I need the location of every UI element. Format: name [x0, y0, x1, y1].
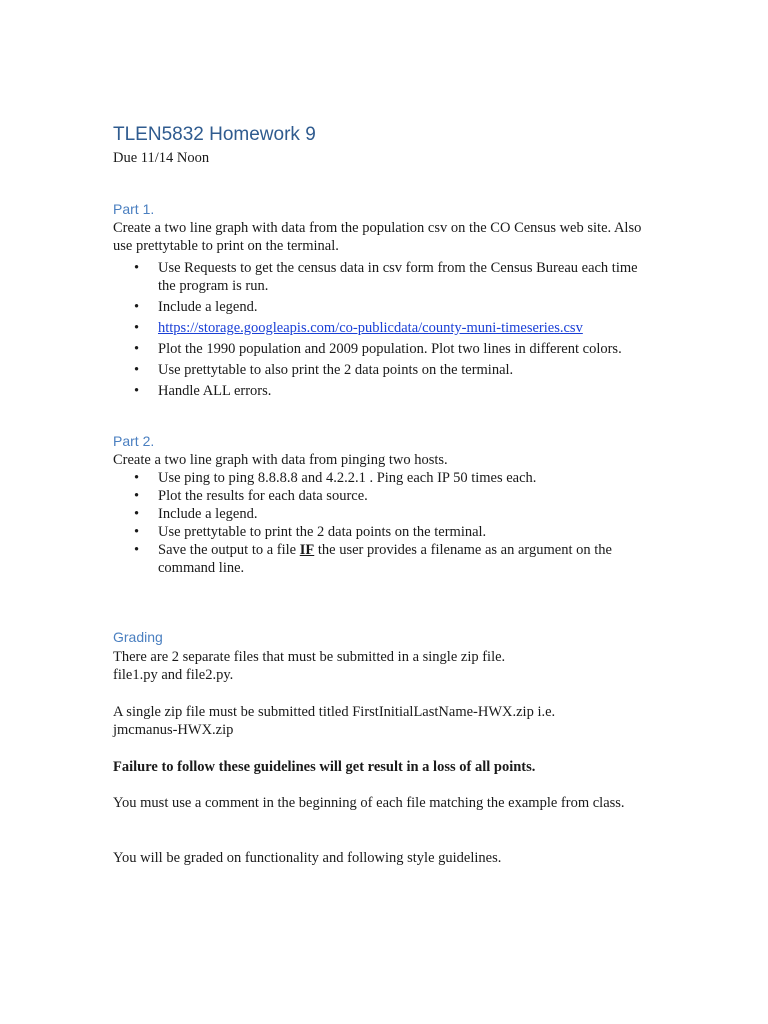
grading-zip-example: jmcmanus-HWX.zip	[113, 722, 234, 738]
list-item-text: Include a legend.	[158, 299, 258, 315]
list-item	[131, 469, 651, 487]
list-item	[131, 505, 651, 523]
due-date: Due 11/14 Noon	[113, 150, 210, 166]
list-item-text: Use prettytable to print the 2 data points on the terminal.	[158, 524, 487, 540]
if-emphasis: IF	[299, 542, 315, 558]
part1-bullet-list	[131, 259, 651, 403]
list-item	[131, 541, 651, 577]
list-item-text: the user provides a filename as an argument on the command line.	[158, 542, 612, 576]
grading-heading: Grading	[113, 629, 163, 645]
list-item	[131, 523, 651, 541]
page-title: TLEN5832 Homework 9	[113, 124, 316, 145]
list-item-text: Use Requests to get the census data in csv form from the Census Bureau each time the program is run.	[158, 260, 638, 294]
list-item	[131, 298, 651, 316]
list-item-text: Plot the results for each data source.	[158, 488, 368, 504]
part2-intro: Create a two line graph with data from pinging two hosts.	[113, 452, 448, 468]
grading-zip-line: A single zip file must be submitted titled FirstInitialLastName-HWX.zip i.e.	[113, 704, 556, 720]
list-item-text: Include a legend.	[158, 506, 258, 522]
census-csv-link[interactable]: https://storage.googleapis.com/co-publicdata/county-muni-timeseries.csv	[158, 320, 583, 336]
grading-comment-note: You must use a comment in the beginning of each file matching the example from class.	[113, 795, 625, 811]
list-item	[131, 382, 651, 400]
list-item	[131, 487, 651, 505]
list-item	[131, 340, 651, 358]
list-item-text: Handle ALL errors.	[158, 383, 272, 399]
list-item	[131, 319, 651, 337]
list-item-text: Save the output to a file	[158, 542, 300, 558]
part1-heading: Part 1.	[113, 201, 155, 217]
part2-bullet-list	[131, 469, 651, 577]
grading-filenames-line: file1.py and file2.py.	[113, 667, 234, 683]
part1-intro: Create a two line graph with data from the population csv on the CO Census web site. Also use prettytable to print on the terminal.	[113, 220, 642, 254]
list-item-text: Use prettytable to also print the 2 data points on the terminal.	[158, 362, 514, 378]
list-item-text: Use ping to ping 8.8.8.8 and 4.2.2.1 . Ping each IP 50 times each.	[158, 470, 537, 486]
list-item-text: Plot the 1990 population and 2009 population. Plot two lines in different colors.	[158, 341, 622, 357]
part2-heading: Part 2.	[113, 433, 155, 449]
list-item	[131, 259, 651, 295]
grading-style-note: You will be graded on functionality and following style guidelines.	[113, 850, 502, 866]
grading-warning: Failure to follow these guidelines will get result in a loss of all points.	[113, 759, 536, 775]
grading-files-line: There are 2 separate files that must be submitted in a single zip file.	[113, 649, 506, 665]
list-item	[131, 361, 651, 379]
